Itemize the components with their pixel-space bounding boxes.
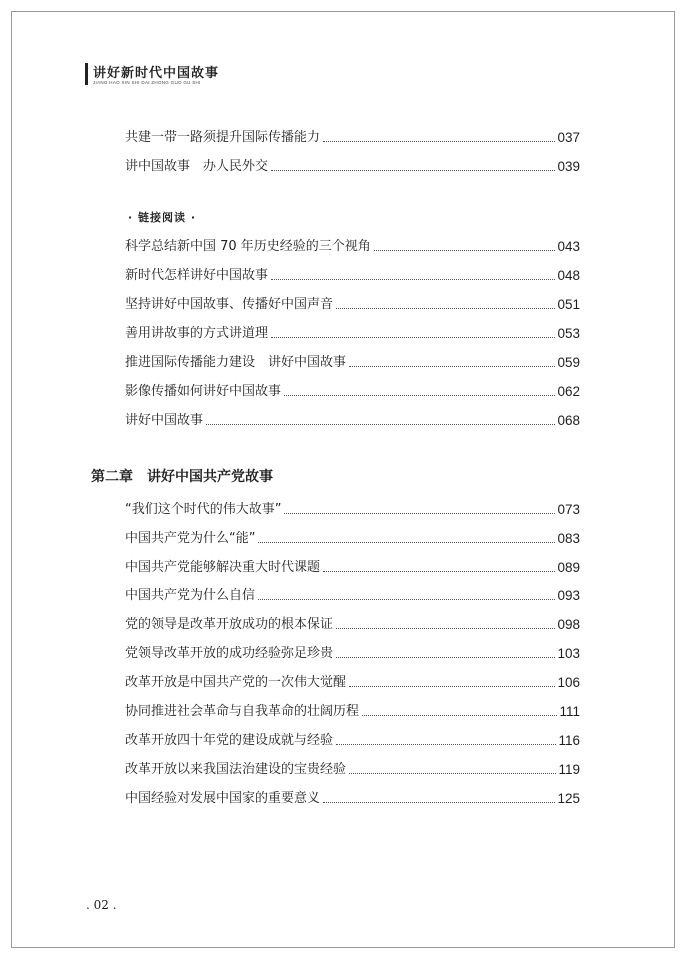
toc-entry — [125, 293, 580, 313]
toc-entry-title: 改革开放是中国共产党的一次伟大觉醒 — [125, 675, 347, 690]
toc-entry-title: 推进国际传播能力建设 讲好中国故事 — [125, 355, 347, 370]
toc-entry-title: 中国共产党能够解决重大时代课题 — [125, 560, 321, 575]
toc-entry-page: 116 — [558, 733, 580, 748]
toc-entry-page: 089 — [557, 560, 580, 575]
toc-entry-title: 改革开放以来我国法治建设的宝贵经验 — [125, 762, 347, 777]
toc-entry-title: 科学总结新中国 70 年历史经验的三个视角 — [125, 239, 371, 254]
toc-entry — [125, 126, 580, 146]
toc-entry-page: 106 — [557, 675, 580, 690]
header-subtitle: JIANG HAO XIN SHI DAI ZHONG GUO GU SHI — [93, 80, 201, 85]
toc-entry-page: 059 — [557, 355, 580, 370]
toc-entry-title: 共建一带一路须提升国际传播能力 — [125, 130, 321, 145]
toc-entry — [125, 584, 580, 604]
dot-leader — [349, 685, 555, 687]
dot-leader — [258, 541, 555, 543]
toc-entry-page: 073 — [557, 502, 580, 517]
dot-leader — [284, 394, 555, 396]
page-number: . 02 . — [86, 898, 117, 912]
toc-entry-page: 098 — [557, 617, 580, 632]
toc-entry-page: 053 — [557, 326, 580, 341]
toc-entry — [125, 351, 580, 371]
toc-entry-title: 坚持讲好中国故事、传播好中国声音 — [125, 297, 334, 312]
toc-entry-title: 讲好中国故事 — [125, 413, 204, 428]
toc-entry-title: “我们这个时代的伟大故事” — [125, 502, 282, 517]
dot-leader — [349, 772, 556, 774]
dot-leader — [336, 307, 555, 309]
toc-entry-title: 新时代怎样讲好中国故事 — [125, 268, 269, 283]
dot-leader — [271, 169, 555, 171]
toc-entry-title: 改革开放四十年党的建设成就与经验 — [125, 733, 334, 748]
dot-leader — [374, 249, 556, 251]
toc-entry-page: 119 — [558, 762, 580, 777]
dot-leader — [284, 512, 555, 514]
dot-leader — [336, 627, 555, 629]
toc-entry-page: 093 — [557, 588, 580, 603]
toc-entry — [125, 700, 580, 720]
header-title: 讲好新时代中国故事 — [93, 66, 220, 81]
toc-entry-page: 051 — [557, 297, 580, 312]
toc-entry-title: 讲中国故事 办人民外交 — [125, 159, 269, 174]
toc-entry-page: 048 — [557, 268, 580, 283]
toc-entry-title: 党的领导是改革开放成功的根本保证 — [125, 617, 334, 632]
dot-leader — [271, 278, 555, 280]
toc-entry-title: 中国经验对发展中国家的重要意义 — [125, 791, 321, 806]
toc-entry — [125, 155, 580, 175]
toc-entry-page: 125 — [557, 791, 580, 806]
dot-leader — [336, 743, 556, 745]
toc-entry-page: 039 — [557, 159, 580, 174]
section-label: · 链接阅读 · — [128, 211, 197, 224]
dot-leader — [258, 598, 555, 600]
toc-entry-page: 111 — [559, 704, 580, 719]
dot-leader — [349, 365, 555, 367]
toc-entry-title: 影像传播如何讲好中国故事 — [125, 384, 282, 399]
toc-entry — [125, 671, 580, 691]
toc-entry-page: 083 — [557, 531, 580, 546]
dot-leader — [362, 714, 557, 716]
toc-entry — [125, 264, 580, 284]
toc-entry — [125, 527, 580, 547]
toc-entry-page: 043 — [557, 239, 580, 254]
header-bar — [85, 63, 88, 85]
dot-leader — [271, 336, 555, 338]
toc-entry-title: 中国共产党为什么“能” — [125, 531, 256, 546]
toc-entry — [125, 729, 580, 749]
toc-entry-title: 善用讲故事的方式讲道理 — [125, 326, 269, 341]
toc-entry — [125, 613, 580, 633]
dot-leader — [336, 656, 555, 658]
toc-entry — [125, 380, 580, 400]
toc-entry-page: 062 — [557, 384, 580, 399]
toc-entry — [125, 235, 580, 255]
toc-entry-title: 协同推进社会革命与自我革命的壮阔历程 — [125, 704, 360, 719]
dot-leader — [323, 570, 555, 572]
toc-entry-title: 中国共产党为什么自信 — [125, 588, 256, 603]
toc-entry — [125, 498, 580, 518]
dot-leader — [206, 423, 555, 425]
toc-entry — [125, 409, 580, 429]
dot-leader — [323, 140, 555, 142]
toc-entry — [125, 787, 580, 807]
toc-entry-page: 068 — [557, 413, 580, 428]
toc-entry-page: 037 — [557, 130, 580, 145]
chapter-title: 第二章 讲好中国共产党故事 — [91, 469, 273, 485]
toc-entry — [125, 758, 580, 778]
toc-entry — [125, 642, 580, 662]
toc-entry — [125, 322, 580, 342]
toc-entry — [125, 556, 580, 576]
toc-entry-title: 党领导改革开放的成功经验弥足珍贵 — [125, 646, 334, 661]
dot-leader — [323, 801, 555, 803]
toc-entry-page: 103 — [557, 646, 580, 661]
